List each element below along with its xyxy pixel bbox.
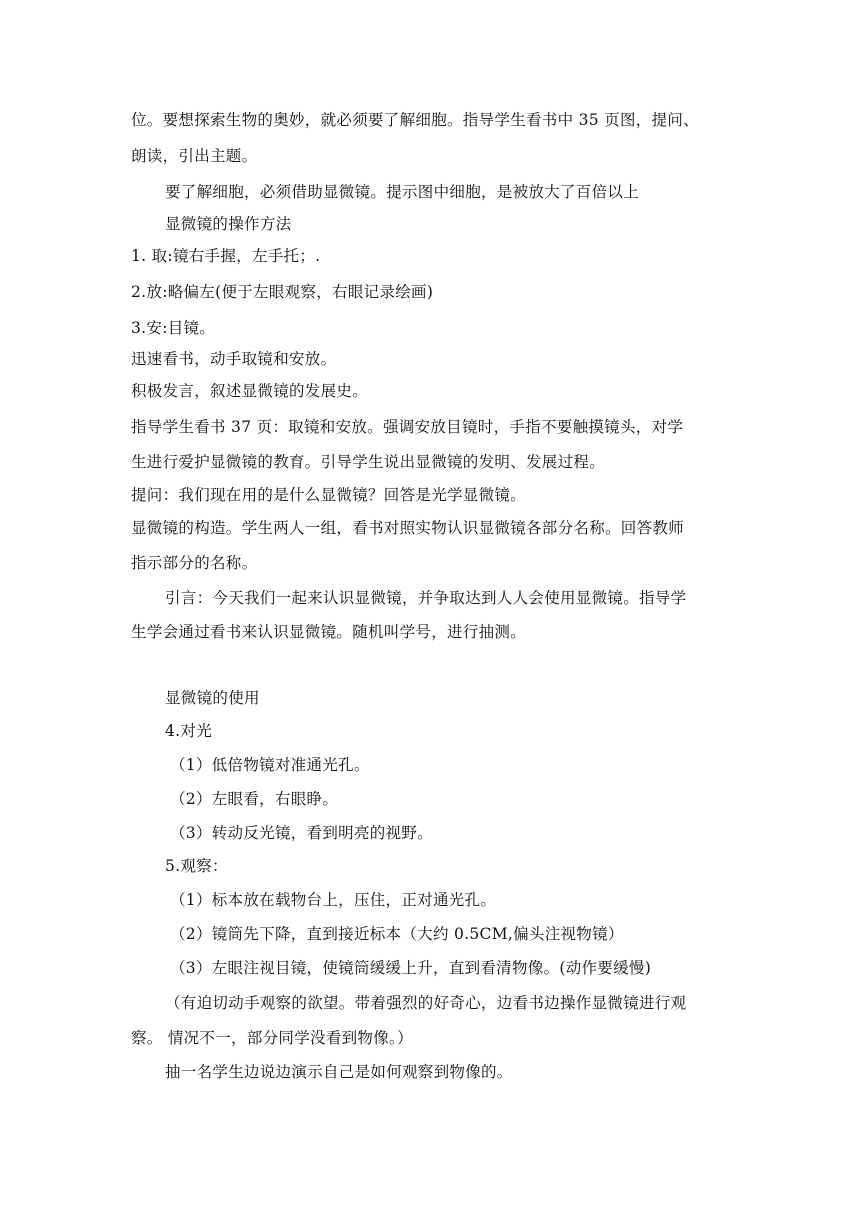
text-line: 迅速看书，动手取镜和安放。	[131, 350, 337, 368]
step-item: （3）左眼注视目镜，使镜筒缓缓上升，直到看清物像。(动作要缓慢)	[170, 959, 652, 977]
step-item: （1）标本放在载物台上，压住，正对通光孔。	[170, 891, 497, 909]
text-line: 引言：今天我们一起来认识显微镜，并争取达到人人会使用显微镜。指导学	[165, 589, 687, 607]
text-line: 3.安:目镜。	[131, 319, 216, 337]
step-heading: 4.对光	[165, 722, 212, 740]
text-line: 指示部分的名称。	[131, 554, 258, 572]
text-line: 察。 情况不一，部分同学没看到物像。）	[131, 1029, 413, 1047]
step-item: （2）镜筒先下降，直到接近标本（大约 0.5CM,偏头注视物镜）	[170, 925, 624, 943]
text-line: 生学会通过看书来认识显微镜。随机叫学号，进行抽测。	[131, 623, 527, 641]
text-line: 积极发言，叙述显微镜的发展史。	[131, 382, 369, 400]
step-item: （1）低倍物镜对准通光孔。	[170, 756, 370, 774]
text-line: 1. 取:镜右手握，左手托；.	[131, 247, 321, 265]
section-heading: 显微镜的使用	[165, 689, 260, 707]
step-item: （3）转动反光镜，看到明亮的视野。	[170, 824, 433, 842]
text-line: （有迫切动手观察的欲望。带着强烈的好奇心，边看书边操作显微镜进行观	[165, 994, 687, 1012]
text-line: 生进行爱护显微镜的教育。引导学生说出显微镜的发明、发展过程。	[131, 453, 606, 471]
text-line: 要了解细胞，必须借助显微镜。提示图中细胞，是被放大了百倍以上	[165, 183, 640, 201]
text-line: 朗读，引出主题。	[131, 147, 258, 165]
text-line: 2.放:略偏左(便于左眼观察，右眼记录绘画)	[131, 283, 434, 301]
step-item: （2）左眼看，右眼睁。	[170, 790, 339, 808]
step-heading: 5.观察：	[165, 857, 228, 875]
section-heading: 显微镜的操作方法	[165, 215, 292, 233]
text-line: 抽一名学生边说边演示自己是如何观察到物像的。	[165, 1063, 513, 1081]
text-line: 提问：我们现在用的是什么显微镜？回答是光学显微镜。	[131, 486, 527, 504]
text-line: 位。要想探索生物的奥妙，就必须要了解细胞。指导学生看书中 35 页图，提问、	[131, 111, 699, 129]
text-line: 显微镜的构造。学生两人一组，看书对照实物认识显微镜各部分名称。回答教师	[131, 519, 685, 537]
text-line: 指导学生看书 37 页：取镜和安放。强调安放目镜时，手指不要触摸镜头，对学	[131, 418, 684, 436]
